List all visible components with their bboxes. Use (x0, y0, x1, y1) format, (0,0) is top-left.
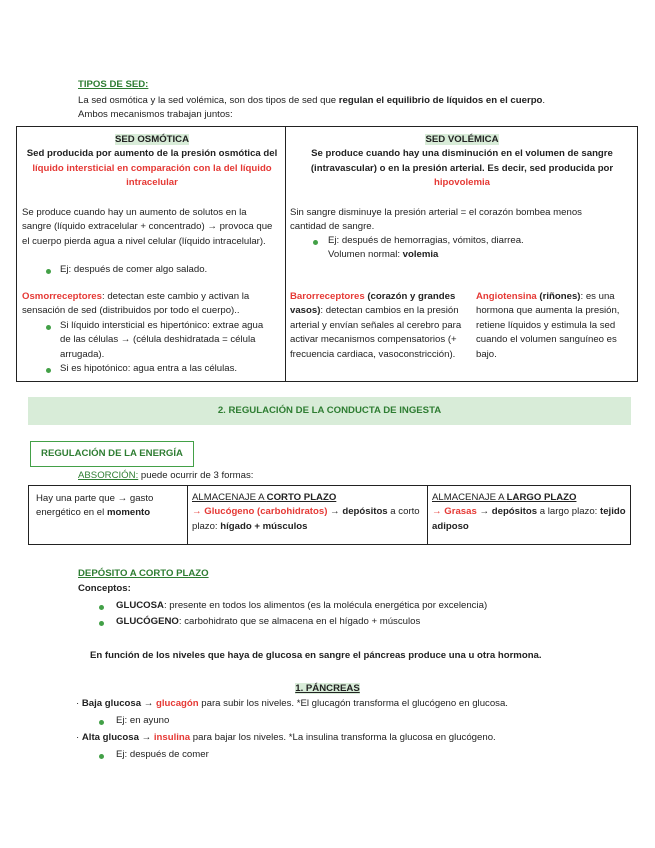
conceptos-label: Conceptos: (78, 583, 131, 594)
pancreas-title: 1. PÁNCREAS (295, 683, 360, 694)
c3-d: tejido adiposo (432, 506, 626, 532)
glucogeno-text: : carbohidrato que se almacena en el hígado + músculos (178, 616, 421, 627)
l2-dot: · (76, 732, 82, 743)
pancreas-l2 (76, 731, 496, 745)
absorcion-c2 (192, 491, 422, 534)
absorcion-line (78, 469, 253, 483)
pancreas-l1 (76, 697, 508, 711)
c3-red: → Grasas (432, 506, 477, 518)
osmorreceptores-title: Osmorreceptores (22, 291, 102, 302)
intro-text-b: regulan el equilibrio de líquidos en el cuerpo (338, 95, 543, 106)
osmotica-b2: Si líquido intersticial es hipertónico: extrae agua de las células → (célula deshidratada = célula arrugada). (60, 320, 264, 360)
volemica-def-red: hipovolemia (434, 177, 490, 189)
deposito-b1 (116, 599, 487, 613)
insulina: insulina (151, 732, 191, 743)
volemica-header (292, 133, 632, 191)
tipos-intro (78, 94, 558, 123)
intro-text-a: La sed osmótica y la sed volémica, son dos tipos de sed que (78, 95, 339, 106)
c3-b: depósitos (491, 506, 538, 518)
pancreas-l2-ex: Ej: después de comer (116, 749, 209, 760)
volemia-value: volemia (402, 249, 439, 260)
osmotica-b1: Ej: después de comer algo salado. (60, 264, 208, 275)
l2-text: para bajar los niveles. *La insulina transforma la glucosa en glucógeno. (190, 732, 496, 743)
c1-bold: momento (106, 507, 151, 519)
bullet-dot (313, 240, 318, 245)
bullet-dot (46, 269, 51, 274)
pancreas-statement: En función de los niveles que haya de glucosa en sangre el páncreas produce una u otra hormona. (90, 650, 542, 661)
c3-title-a: ALMACENAJE A (432, 492, 507, 503)
glucogeno-term: GLUCÓGENO (116, 616, 179, 627)
section-banner (28, 397, 631, 425)
volemica-angio (476, 290, 632, 362)
section-title: 2. REGULACIÓN DE LA CONDUCTA DE INGESTA (217, 405, 442, 416)
glucosa-text: : presente en todos los alimentos (es la molécula energética por excelencia) (163, 600, 488, 611)
osmorreceptores-text: : detectan este cambio y activan la sensación de sed (distribuidos por todo el cuerpo).. (22, 291, 250, 317)
absorcion-label: ABSORCIÓN: (78, 470, 139, 481)
volemica-b1b (328, 248, 628, 262)
angiotensina-text: : es una hormona que aumenta la presión, retiene líquidos y estimula la sed cuando el volumen sanguíneo es bajo. (476, 291, 620, 360)
c3-a: → (476, 506, 492, 518)
osmotica-title: SED OSMÓTICA (114, 134, 190, 145)
absorcion-text: puede ocurrir de 3 formas: (138, 470, 254, 481)
bullet-dot (99, 621, 104, 626)
osmotica-header (22, 133, 282, 191)
bullet-dot (46, 368, 51, 373)
volemica-b1: Ej: después de hemorragias, vómitos, diarrea. (328, 235, 524, 246)
c2-a: → (327, 506, 343, 518)
c2-c: a corto plazo: (192, 506, 420, 532)
bullet-dot (99, 605, 104, 610)
table-divider (427, 486, 428, 544)
alta-glucosa: Alta glucosa → (81, 732, 152, 743)
c1-text: Hay una parte que → gasto energético en el (36, 493, 154, 519)
pancreas-title-wrap (0, 682, 655, 696)
c2-b: depósitos (342, 506, 388, 518)
osmotica-def-red: líquido intersticial en comparación con la del líquido intracelular (32, 162, 272, 189)
bullet-dot (99, 754, 104, 759)
absorcion-c1 (36, 492, 182, 521)
osmotica-b3: Si es hipotónico: agua entra a las células. (60, 363, 238, 374)
glucagon: glucagón (153, 698, 199, 709)
l1-dot: · (76, 698, 82, 709)
glucosa-term: GLUCOSA (116, 600, 164, 611)
table-divider (285, 127, 286, 381)
deposito-b2 (116, 615, 420, 629)
baja-glucosa: Baja glucosa → (81, 698, 154, 709)
tipos-heading: TIPOS DE SED: (78, 79, 149, 90)
volemia-label: Volumen normal: (328, 249, 403, 260)
bullet-dot (46, 325, 51, 330)
barorreceptores-title: Barorreceptores (290, 291, 365, 302)
barorreceptores-sub: (corazón y grandes vasos) (290, 291, 456, 317)
c2-d: hígado + músculos (220, 520, 308, 532)
c2-title-a: ALMACENAJE A (192, 492, 267, 503)
pancreas-l1-ex: Ej: en ayuno (116, 715, 170, 726)
absorcion-c3 (432, 491, 628, 534)
osmotica-def: Sed producida por aumento de la presión osmótica del (26, 148, 278, 160)
l1-text: para subir los niveles. *El glucagón transforma el glucógeno en glucosa. (198, 698, 508, 709)
deposito-heading: DEPÓSITO A CORTO PLAZO (78, 568, 209, 579)
intro-text-c: . Ambos mecanismos trabajan juntos: (78, 95, 546, 121)
energia-box: REGULACIÓN DE LA ENERGÍA (30, 441, 194, 467)
volemica-title: SED VOLÉMICA (425, 134, 499, 145)
bullet-dot (99, 720, 104, 725)
c3-c: a largo plazo: (537, 506, 600, 518)
volemica-p1: Sin sangre disminuye la presión arterial = el corazón bombea menos cantidad de sangre. (290, 207, 582, 233)
osmotica-recept (22, 290, 278, 319)
barorreceptores-text: : detectan cambios en la presión arterial y envían señales al cerebro para activar mecanismos compensatorios (+ frecuencia cardiaca, vasoconstricción). (290, 305, 462, 360)
osmotica-p1: Se produce cuando hay un aumento de solutos en la sangre (líquido extracelular + concentrado) → provoca que el cuerpo pierda agua a nivel celular (líquido intracelular). (22, 207, 273, 247)
c3-title-b: LARGO PLAZO (506, 492, 577, 503)
c2-title-b: CORTO PLAZO (266, 492, 337, 503)
table-divider (187, 486, 188, 544)
volemica-def: Se produce cuando hay una disminución en el volumen de sangre (intravascular) o en la presión arterial. Es decir, sed producida por (310, 148, 614, 174)
angiotensina-sub: (riñones) (536, 291, 581, 302)
volemica-baro (290, 290, 466, 362)
c2-red: → Glucógeno (carbohidratos) (192, 506, 328, 518)
angiotensina-title: Angiotensina (476, 291, 537, 302)
